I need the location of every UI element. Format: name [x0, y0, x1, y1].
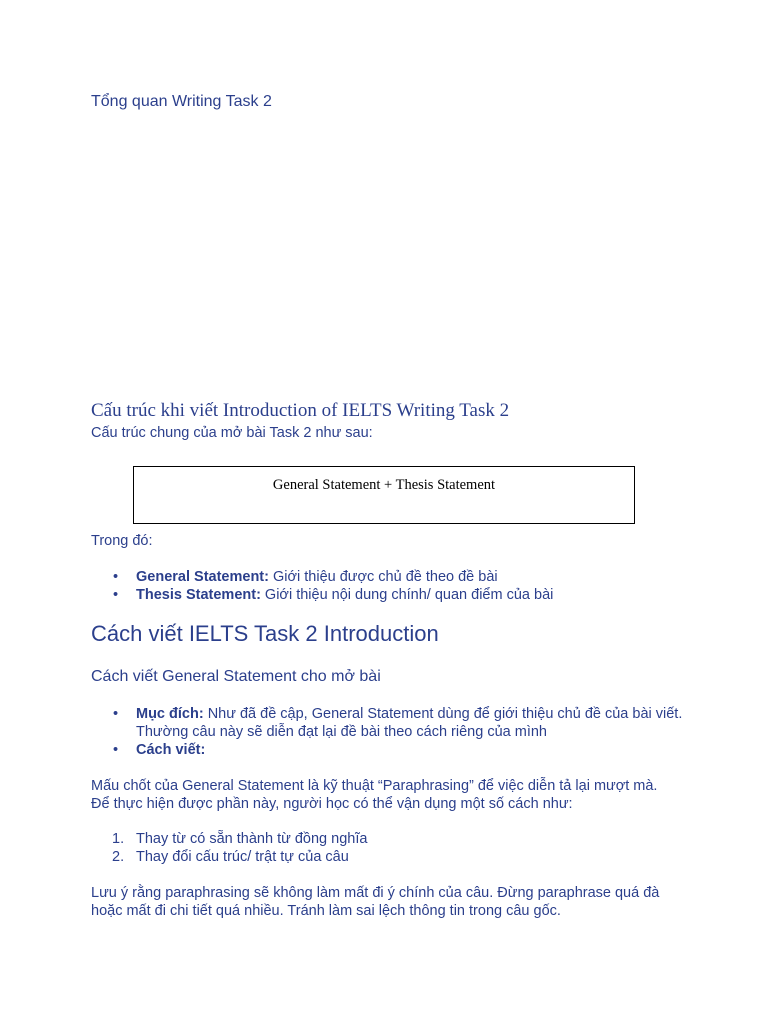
list-item: [113, 705, 696, 741]
list-item: [113, 568, 696, 586]
definitions-list: [113, 568, 696, 604]
list-item: [113, 586, 696, 604]
bullet-icon: •: [113, 706, 119, 722]
paragraph-note: Lưu ý rằng paraphrasing sẽ không làm mất đi ý chính của câu. Đừng paraphrase quá đà hoặc mất đi chi tiết quá nhiều. Tránh làm sai lệch thông tin trong câu gốc.: [91, 885, 660, 919]
list-item-desc: Như đã đề cập, General Statement dùng để giới thiệu chủ đề của bài viết. Thường câu này sẽ diễn đạt lại đề bài theo cách riêng của mình: [136, 706, 683, 740]
heading-sub: Cách viết General Statement cho mở bài: [91, 668, 381, 685]
list-item-term: Cách viết:: [136, 742, 206, 758]
howto-list: [113, 705, 696, 759]
list-item-number: 1.: [112, 831, 125, 847]
list-item-term: Thesis Statement:: [136, 587, 261, 603]
list-item-desc: Giới thiệu được chủ đề theo đề bài: [268, 569, 498, 585]
list-item-text: Thay từ có sẵn thành từ đồng nghĩa: [136, 831, 368, 847]
list-item: [112, 830, 676, 848]
formula-box: [133, 466, 635, 524]
list-item-desc: Giới thiệu nội dung chính/ quan điểm của bài: [260, 587, 554, 603]
paragraph-intro: Cấu trúc chung của mở bài Task 2 như sau:: [91, 425, 373, 441]
formula-text: General Statement + Thesis Statement: [272, 477, 496, 493]
steps-list: [112, 830, 676, 866]
list-item-term: Mục đích:: [136, 706, 204, 722]
heading-structure: Cấu trúc khi viết Introduction of IELTS Writing Task 2: [91, 400, 510, 421]
paragraph-trong-do: Trong đó:: [91, 533, 153, 549]
bullet-icon: •: [113, 569, 119, 585]
heading-overview: Tổng quan Writing Task 2: [91, 93, 272, 110]
list-item: [112, 848, 676, 866]
bullet-icon: •: [113, 742, 119, 758]
bullet-icon: •: [113, 587, 119, 603]
list-item-text: Thay đổi cấu trúc/ trật tự của câu: [136, 849, 349, 865]
list-item-term: General Statement:: [136, 569, 269, 585]
list-item: [113, 741, 696, 759]
heading-main: Cách viết IELTS Task 2 Introduction: [91, 621, 439, 646]
list-item-number: 2.: [112, 849, 125, 865]
paragraph-key: Mấu chốt của General Statement là kỹ thuật “Paraphrasing” để việc diễn tả lại mượt mà. Để thực hiện được phần này, người học có thể vận dụng một số cách như:: [91, 778, 658, 812]
